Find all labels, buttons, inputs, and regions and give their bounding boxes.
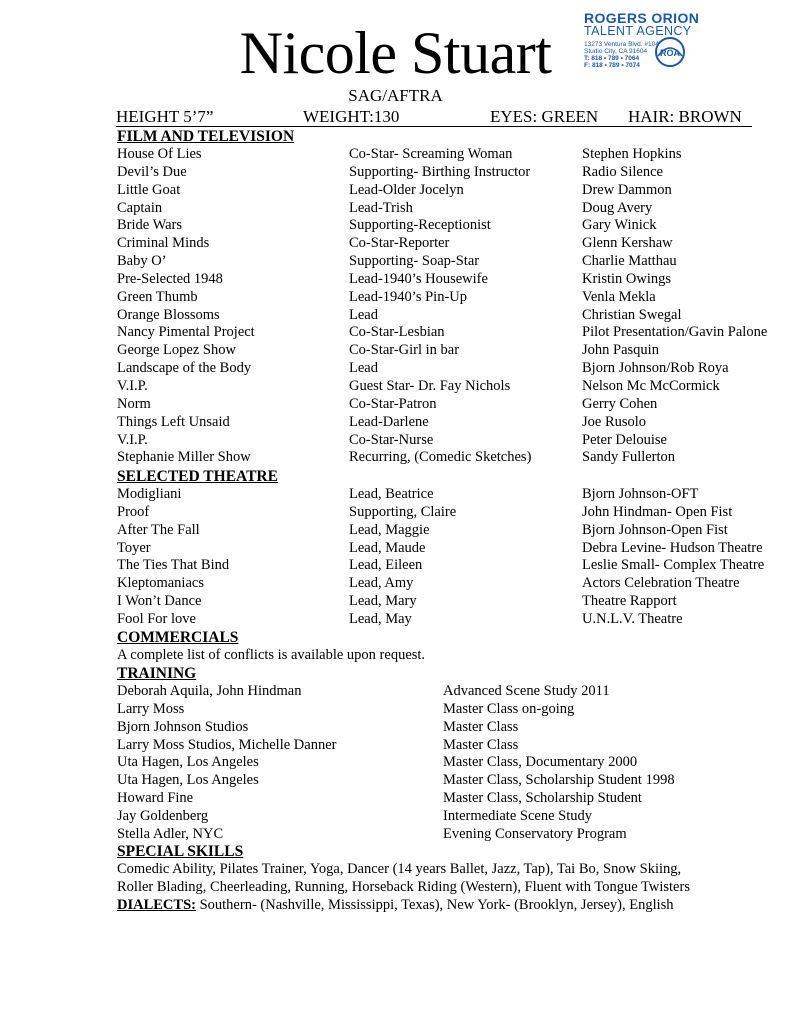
film-tv-directors-item: Venla Mekla bbox=[582, 288, 656, 305]
film-tv-titles-item: Landscape of the Body bbox=[117, 360, 252, 377]
film-tv-titles-item: Pre-Selected 1948 bbox=[117, 270, 223, 287]
training-courses-item: Master Class on-going bbox=[443, 700, 575, 717]
training-courses-item: Master Class, Scholarship Student 1998 bbox=[443, 772, 675, 789]
eyes-stat: EYES: GREEN bbox=[490, 107, 599, 126]
theatre-roles-item: Lead, Maggie bbox=[349, 521, 430, 538]
dialects-label: DIALECTS: bbox=[117, 897, 196, 913]
agency-logo-icon bbox=[654, 36, 686, 68]
dialects-line bbox=[117, 897, 674, 915]
theatre-roles-item: Lead, Mary bbox=[349, 593, 417, 610]
film-tv-roles-item: Lead bbox=[349, 306, 378, 323]
theatre-venues-item: U.N.L.V. Theatre bbox=[582, 610, 683, 627]
film-tv-roles-item: Co-Star-Girl in bar bbox=[349, 342, 460, 359]
film-tv-titles-item: Devil’s Due bbox=[117, 163, 187, 180]
agency-logo-text: ROA bbox=[660, 48, 680, 58]
training-courses-item: Evening Conservatory Program bbox=[443, 825, 627, 842]
theatre-heading: SELECTED THEATRE bbox=[117, 468, 278, 485]
film-tv-roles-item: Co-Star- Screaming Woman bbox=[349, 146, 513, 162]
theatre-roles-item: Lead, May bbox=[349, 610, 412, 627]
film-tv-roles-item: Lead-Older Jocelyn bbox=[349, 181, 464, 198]
film-tv-roles bbox=[349, 146, 531, 467]
training-teachers-item: Uta Hagen, Los Angeles bbox=[117, 772, 259, 789]
theatre-venues-item: Debra Levine- Hudson Theatre bbox=[582, 539, 763, 556]
film-tv-roles-item: Lead-Darlene bbox=[349, 413, 429, 430]
skills-heading: SPECIAL SKILLS bbox=[117, 843, 244, 860]
theatre-roles-item: Lead, Maude bbox=[349, 539, 426, 556]
film-tv-directors-item: Doug Avery bbox=[582, 199, 653, 216]
film-tv-roles-item: Lead-Trish bbox=[349, 199, 413, 216]
actor-name: Nicole Stuart bbox=[239, 20, 552, 86]
theatre-venues-item: Leslie Small- Complex Theatre bbox=[582, 557, 765, 574]
film-tv-roles-item: Supporting-Receptionist bbox=[349, 217, 491, 234]
film-tv-titles-item: George Lopez Show bbox=[117, 342, 236, 359]
film-tv-titles-item: Captain bbox=[117, 199, 163, 216]
film-tv-titles-item: Things Left Unsaid bbox=[117, 413, 230, 430]
theatre-titles bbox=[117, 486, 229, 629]
agency-fax: F: 818 • 789 • 7074 bbox=[584, 62, 640, 69]
agency-phone: T: 818 • 789 • 7064 bbox=[584, 55, 640, 62]
film-tv-directors-item: Nelson Mc McCormick bbox=[582, 377, 720, 394]
film-tv-titles-item: Nancy Pimental Project bbox=[117, 324, 255, 341]
film-tv-roles-item: Co-Star-Patron bbox=[349, 395, 437, 412]
training-teachers-item: Bjorn Johnson Studios bbox=[117, 718, 249, 735]
union-affiliation: SAG/AFTRA bbox=[348, 86, 443, 105]
film-tv-directors-item: Kristin Owings bbox=[582, 270, 672, 287]
weight-stat: WEIGHT:130 bbox=[303, 107, 400, 126]
film-tv-titles-item: Little Goat bbox=[117, 181, 181, 198]
film-tv-directors-item: Glenn Kershaw bbox=[582, 235, 673, 252]
film-tv-directors-item: Gerry Cohen bbox=[582, 395, 658, 412]
training-teachers-item: Uta Hagen, Los Angeles bbox=[117, 754, 259, 771]
training-courses-item: Master Class, Documentary 2000 bbox=[443, 754, 638, 771]
film-tv-titles-item: Norm bbox=[117, 395, 151, 412]
theatre-roles-item: Lead, Eileen bbox=[349, 557, 423, 574]
agency-address-line1: 13273 Ventura Blvd. #104 bbox=[584, 41, 659, 48]
theatre-roles bbox=[349, 486, 456, 629]
film-tv-directors-item: Joe Rusolo bbox=[582, 413, 647, 430]
training-courses-item: Advanced Scene Study 2011 bbox=[443, 683, 610, 699]
film-tv-roles-item: Lead-1940’s Housewife bbox=[349, 270, 488, 287]
film-tv-directors-item: Gary Winick bbox=[582, 217, 657, 234]
training-courses-item: Master Class bbox=[443, 718, 519, 735]
film-tv-titles-item: Stephanie Miller Show bbox=[117, 449, 251, 466]
film-tv-titles-item: Orange Blossoms bbox=[117, 306, 220, 323]
film-tv-directors-item: Charlie Matthau bbox=[582, 253, 677, 270]
theatre-titles-item: The Ties That Bind bbox=[117, 557, 230, 574]
film-tv-directors-item: Stephen Hopkins bbox=[582, 146, 682, 162]
film-tv-titles-item: Baby O’ bbox=[117, 253, 167, 270]
film-tv-titles-item: V.I.P. bbox=[117, 431, 148, 448]
film-tv-roles-item: Supporting- Birthing Instructor bbox=[349, 163, 531, 180]
theatre-titles-item: Toyer bbox=[117, 539, 151, 556]
film-tv-titles-item: Green Thumb bbox=[117, 288, 198, 305]
film-tv-titles-item: V.I.P. bbox=[117, 377, 148, 394]
training-teachers-item: Jay Goldenberg bbox=[117, 807, 209, 824]
training-teachers-item: Howard Fine bbox=[117, 790, 194, 807]
training-teachers-item: Deborah Aquila, John Hindman bbox=[117, 683, 302, 699]
theatre-venues bbox=[582, 486, 764, 629]
film-tv-directors-item: Christian Swegal bbox=[582, 306, 682, 323]
commercials-heading: COMMERCIALS bbox=[117, 629, 239, 646]
training-teachers bbox=[117, 683, 336, 844]
theatre-titles-item: I Won’t Dance bbox=[117, 593, 202, 610]
theatre-venues-item: Bjorn Johnson-Open Fist bbox=[582, 521, 728, 538]
film-tv-directors-item: John Pasquin bbox=[582, 342, 659, 359]
film-tv-roles-item: Lead-1940’s Pin-Up bbox=[349, 288, 467, 305]
theatre-titles-item: Kleptomaniacs bbox=[117, 575, 204, 592]
training-teachers-item: Stella Adler, NYC bbox=[117, 825, 224, 842]
agency-name: ROGERS ORION bbox=[584, 10, 700, 26]
agency-block bbox=[582, 10, 787, 80]
height-stat: HEIGHT 5’7” bbox=[116, 107, 214, 126]
header-divider bbox=[116, 126, 752, 127]
theatre-titles-item: Modigliani bbox=[117, 486, 182, 502]
film-tv-titles bbox=[117, 146, 255, 467]
theatre-roles-item: Supporting, Claire bbox=[349, 503, 457, 520]
film-tv-titles-item: Criminal Minds bbox=[117, 235, 210, 252]
film-tv-heading: FILM AND TELEVISION bbox=[117, 128, 295, 145]
training-teachers-item: Larry Moss Studios, Michelle Danner bbox=[117, 736, 337, 753]
theatre-venues-item: Actors Celebration Theatre bbox=[582, 575, 740, 592]
dialects-text: Southern- (Nashville, Mississippi, Texas), New York- (Brooklyn, Jersey), English bbox=[195, 897, 674, 913]
agency-subtitle: TALENT AGENCY bbox=[584, 24, 692, 38]
theatre-roles-item: Lead, Amy bbox=[349, 575, 414, 592]
film-tv-titles-item: Bride Wars bbox=[117, 217, 183, 234]
film-tv-directors-item: Bjorn Johnson/Rob Roya bbox=[582, 360, 729, 377]
training-courses-item: Master Class bbox=[443, 736, 519, 753]
film-tv-roles-item: Co-Star-Lesbian bbox=[349, 324, 445, 341]
film-tv-roles-item: Guest Star- Dr. Fay Nichols bbox=[349, 377, 511, 394]
training-courses-item: Intermediate Scene Study bbox=[443, 807, 592, 824]
hair-stat: HAIR: BROWN bbox=[628, 107, 742, 126]
training-teachers-item: Larry Moss bbox=[117, 700, 185, 717]
film-tv-titles-item: House Of Lies bbox=[117, 146, 202, 162]
film-tv-directors-item: Sandy Fullerton bbox=[582, 449, 676, 466]
agency-address-line2: Studio City, CA 91604 bbox=[584, 48, 648, 55]
theatre-titles-item: Fool For love bbox=[117, 610, 196, 627]
skills-line-2: Roller Blading, Cheerleading, Running, Horseback Riding (Western), Fluent with Tongue Twisters bbox=[117, 879, 690, 895]
film-tv-roles-item: Supporting- Soap-Star bbox=[349, 253, 480, 270]
film-tv-directors bbox=[582, 146, 767, 467]
commercials-note: A complete list of conflicts is available upon request. bbox=[117, 647, 426, 663]
film-tv-directors-item: Radio Silence bbox=[582, 163, 663, 180]
skills-line-1: Comedic Ability, Pilates Trainer, Yoga, Dancer (14 years Ballet, Jazz, Tap), Tai Bo, Snow Skiing, bbox=[117, 861, 682, 877]
training-courses-item: Master Class, Scholarship Student bbox=[443, 790, 642, 807]
training-courses bbox=[443, 683, 675, 844]
film-tv-roles-item: Lead bbox=[349, 360, 378, 377]
theatre-roles-item: Lead, Beatrice bbox=[349, 486, 434, 502]
theatre-venues-item: Theatre Rapport bbox=[582, 593, 677, 610]
theatre-venues-item: Bjorn Johnson-OFT bbox=[582, 486, 699, 502]
theatre-venues-item: John Hindman- Open Fist bbox=[582, 503, 733, 520]
theatre-titles-item: Proof bbox=[117, 503, 150, 520]
film-tv-roles-item: Co-Star-Nurse bbox=[349, 431, 434, 448]
film-tv-roles-item: Recurring, (Comedic Sketches) bbox=[349, 449, 532, 466]
theatre-titles-item: After The Fall bbox=[117, 521, 200, 538]
film-tv-directors-item: Peter Delouise bbox=[582, 431, 667, 448]
film-tv-directors-item: Pilot Presentation/Gavin Palone bbox=[582, 324, 768, 341]
training-heading: TRAINING bbox=[117, 665, 197, 682]
film-tv-directors-item: Drew Dammon bbox=[582, 181, 672, 198]
film-tv-roles-item: Co-Star-Reporter bbox=[349, 235, 450, 252]
